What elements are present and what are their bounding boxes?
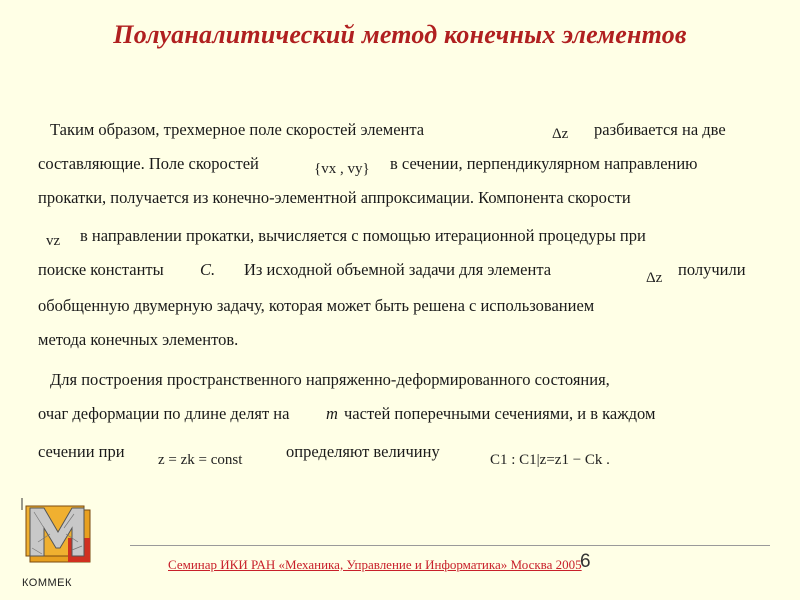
text-l2b: в сечении, перпендикулярном направлению	[390, 154, 698, 173]
math-delta-z: Δz	[552, 126, 569, 142]
text-line-2	[38, 152, 764, 176]
text-l9a: очаг деформации по длине делят на	[38, 404, 290, 423]
math-vx-vy	[314, 157, 370, 181]
page-number: 6	[580, 551, 591, 572]
text-l9c: частей поперечными сечениями, и в каждом	[344, 404, 656, 423]
text-line-9	[38, 402, 764, 426]
text-l6: обобщенную двумерную задачу, которая может быть решена с использованием	[38, 296, 595, 315]
text-l5a: поиске константы	[38, 260, 164, 279]
text-l3: прокатки, получается из конечно-элементной аппроксимации. Компонента скорости	[38, 188, 631, 207]
text-l10b: определяют величину	[286, 442, 440, 461]
text-line-5	[38, 258, 764, 286]
text-l7: метода конечных элементов.	[38, 330, 239, 349]
text-line-6	[38, 294, 764, 318]
footer-separator	[130, 545, 770, 546]
math-delta-z-2: Δz	[646, 270, 663, 286]
text-line-10	[38, 440, 764, 468]
text-line-8	[38, 368, 764, 392]
math-z-const: z = zk = const	[158, 452, 243, 468]
footer-link[interactable]: Семинар ИКИ РАН «Механика, Управление и Информатика» Москва 2005	[168, 557, 582, 572]
text-line-3	[38, 186, 764, 210]
text-l5d: получили	[678, 260, 746, 279]
text-l10a: сечении при	[38, 442, 125, 461]
text-l5b: C.	[200, 260, 216, 279]
math-vz: vz	[46, 233, 61, 249]
text-l2a: составляющие. Поле скоростей	[38, 154, 259, 173]
kommek-logo-icon	[20, 498, 98, 576]
text-l8: Для построения пространственного напряженно-деформированного состояния,	[50, 370, 610, 389]
slide-title: Полуаналитический метод конечных элементов	[113, 20, 687, 49]
text-line-4	[38, 224, 764, 248]
text-l9b: m	[326, 404, 338, 423]
text-l1b: разбивается на две	[594, 120, 726, 139]
math-ck-formula: C1 : C1|z=z1 − Ck .	[490, 452, 610, 468]
math-vx-vy-text: {vx , vy}	[314, 161, 370, 177]
logo-label: КОММЕК	[22, 577, 72, 589]
text-l5c: Из исходной объемной задачи для элемента	[244, 260, 552, 279]
text-l1a: Таким образом, трехмерное поле скоростей элемента	[50, 120, 425, 139]
text-line-1	[38, 118, 764, 142]
text-l4: в направлении прокатки, вычисляется с помощью итерационной процедуры при	[80, 226, 646, 245]
text-line-7	[38, 328, 764, 352]
